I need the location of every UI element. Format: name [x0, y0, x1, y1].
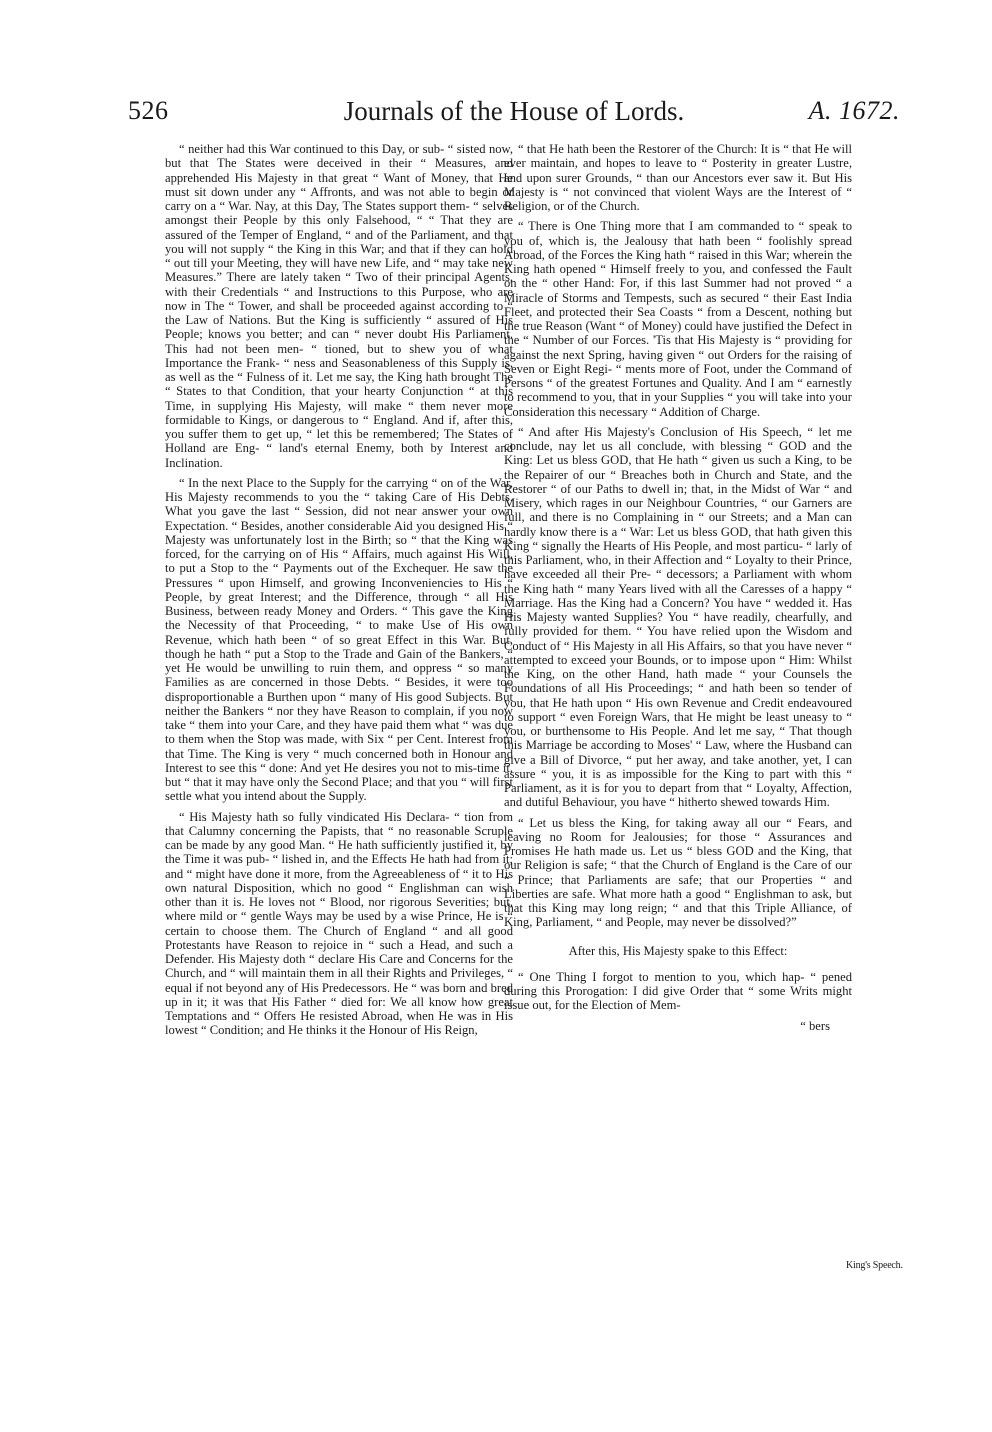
paragraph: “ In the next Place to the Supply for the carrying “ on of the War, His Majesty recommends to you the “ taking Care of His Debts. What you gave the last “ Session, did not near answer your own Expectation. “ Besides, another considerable Aid you designed His “ Majesty was unfortunately lost in the Birth; so “ that the King was forced, for the carrying on of His “ Affairs, much against His Will, to put a Stop to the “ Payments out of the Exchequer. He saw the Pressures “ upon Himself, and growing Inconveniencies to His “ People, by great Interest; and the Difference, through “ all His Business, between ready Money and Orders. “ This gave the King the Necessity of that Proceeding, “ to make Use of His own Revenue, which hath been “ of so great Effect in this War. But, though he hath “ put a Stop to the Trade and Gain of the Bankers, “ yet He would be unwilling to ruin them, and oppress “ so many Families as are concerned in those Debts. “ Besides, it were too disproportionable a Burthen upon “ many of His good Subjects. But neither the Bankers “ nor they have Reason to complain, if you now take “ them into your Care, and they have paid them what “ was due to them when the Stop was made, with Six “ per Cent. Interest from that Time. The King is very “ much concerned both in Honour and Interest to see this “ done: And yet He desires you not to mis-time it, but “ that it may have only the Second Place; and that you “ will first settle what you intend about the Supply.	[165, 475, 513, 804]
paragraph: “ that He hath been the Restorer of the Church: It is “ that He will ever maintain, and hopes to leave to “ Posterity in greater Lustre, and upon surer Grounds, “ than our Ancestors ever saw it. But His Majesty is “ not convinced that violent Ways are the Interest of “ Religion, or of the Church.	[504, 142, 852, 213]
running-title: Journals of the House of Lords.	[343, 96, 685, 126]
page-header	[128, 96, 900, 136]
paragraph: “ neither had this War continued to this Day, or sub- “ sisted now, but that The States were deceived in their “ Measures, and apprehended His Majesty in that great “ Want of Money, that He must sit down under any “ Affronts, and was not able to begin or carry on a “ War. Nay, at this Day, The States support them- “ selves amongst their People by this only Falsehood, “ “ That they are assured of the Temper of England, “ and of the Parliament, and that you will not supply “ the King in this War; and that if they can hold “ out till your Meeting, they will have new Life, and “ may take new Measures.” There are lately taken “ Two of their principal Agents, with their Credentials “ and Instructions to this Purpose, who are now in The “ Tower, and shall be proceeded against according to “ the Law of Nations. But the King is sufficiently “ assured of His People; knows you better; and can “ never doubt His Parliament. This had not been men- “ tioned, but to shew you of what Importance the Frank- “ ness and Seasonableness of this Supply is, as well as the “ Fulness of it. Let me say, the King hath brought The “ States to that Condition, that your hearty Conjunction “ at this Time, in supplying His Majesty, will make “ them never more formidable to Kings, or dangerous to “ England. And if, after this, you suffer them to get up, “ let this be remembered; The States of Holland are Eng- “ land's eternal Enemy, both by Interest and Inclination.	[165, 142, 513, 470]
page-number: 526	[128, 96, 169, 125]
centered-line: After this, His Majesty spake to this Effect:	[568, 943, 788, 958]
paragraph: “ His Majesty hath so fully vindicated His Declara- “ tion from that Calumny concerning the Papists, that “ no reasonable Scruple can be made by any good Man. “ He hath sufficiently justified it, by the Time it was pub- “ lished in, and the Effects He hath had from it; and “ might have done it more, from the Agreeableness of “ it to His own natural Disposition, which no good “ Englishman can wish other than it is. He loves not “ Blood, nor rigorous Severities; but, where mild or “ gentle Ways may be used by a wise Prince, He is “ certain to choose them. The Church of England “ and all good Protestants have Reason to rejoice in “ such a Head, and such a Defender. His Majesty doth “ declare His Care and Concerns for the Church, and “ will maintain them in all their Rights and Privileges, “ equal if not beyond any of His Predecessors. He “ was born and bred up in it; it was that His Father “ died for: We all know how great Temptations and “ Offers He resisted Abroad, when He was in His lowest “ Condition; and He thinks it the Honour of His Reign,	[165, 809, 513, 1038]
year-label: A. 1672.	[808, 96, 900, 125]
paragraph: “ There is One Thing more that I am commanded to “ speak to you of, which is, the Jealousy that hath been “ foolishly spread Abroad, of the Forces the King hath “ raised in this War; wherein the King hath opened “ Himself freely to you, and confessed the Fault on the “ other Hand: For, if this last Summer had not proved “ a Miracle of Storms and Tempests, such as secured “ their East India Fleet, and protected their Sea Coasts “ from a Descent, nothing but the true Reason (Want “ of Money) could have justified the Defect in the “ Number of our Forces. 'Tis that His Majesty is “ providing for against the next Spring, having given “ out Orders for the raising of Seven or Eight Regi- “ ments more of Foot, under the Command of Persons “ of the greatest Fortunes and Quality. And I am “ earnestly to recommend to you, that in your Supplies “ you will take into your Consideration this necessary “ Addition of Charge.	[504, 219, 852, 419]
paragraph: “ Let us bless the King, for taking away all our “ Fears, and leaving no Room for Jealousies; for those “ Assurances and Promises He hath made us. Let us “ bless GOD and the King, that our Religion is safe; “ that the Church of England is the Care of our “ Prince; that Parliaments are safe; that our Properties “ and Liberties are safe. What more hath a good “ Englishman to ask, but that this King may long reign; “ and that this Triple Alliance, of King, Parliament, “ and People, may never be dissolved?”	[504, 815, 852, 930]
margin-note: King's Speech.	[846, 1260, 903, 1271]
right-column	[504, 142, 852, 1033]
paragraph: “ One Thing I forgot to mention to you, which hap- “ pened during this Prorogation: I did give Order that “ some Writs might issue out, for the Election of Mem-	[504, 969, 852, 1013]
paragraph: “ And after His Majesty's Conclusion of His Speech, “ let me conclude, nay let us all conclude, with blessing “ GOD and the King: Let us bless GOD, that He hath “ given us such a King, to be the Repairer of our “ Breaches both in Church and State, and the Restorer “ of our Paths to dwell in; that, in the Midst of War “ and Misery, which rages in our Neighbour Countries, “ our Garners are full, and there is no Complaining in “ our Streets; and a Man can hardly know there is a “ War: Let us bless GOD, that hath given this King “ signally the Hearts of His People, and most particu- “ larly of this Parliament, who, in their Affection and “ Loyalty to their Prince, have exceeded all their Pre- “ decessors; a Parliament with whom the King hath “ many Years lived with all the Caresses of a happy “ Marriage. Has the King had a Concern? You have “ wedded it. Has His Majesty wanted Supplies? You “ have readily, chearfully, and fully provided for them. “ You have relied upon the Wisdom and Conduct of “ His Majesty in all His Affairs, so that you have never “ attempted to exceed your Bounds, or to impose upon “ Him: Whilst the King, on the other Hand, hath made “ your Counsels the Foundations of all His Proceedings; “ and hath been so tender of you, that He hath upon “ His own Revenue and Credit endeavoured to support “ even Foreign Wars, that He might be least uneasy to “ you, or burthensome to His People. And let me say, “ That though this Marriage be according to Moses' “ Law, where the Husband can give a Bill of Divorce, “ put her away, and take another, yet, I can assure “ you, it is as impossible for the King to part with this “ Parliament, as it is for you to depart from that “ Loyalty, Affection, and dutiful Behaviour, you have “ hitherto shewed towards Him.	[504, 424, 852, 810]
catchword: “ bers	[800, 1018, 830, 1033]
left-column	[165, 142, 513, 1044]
